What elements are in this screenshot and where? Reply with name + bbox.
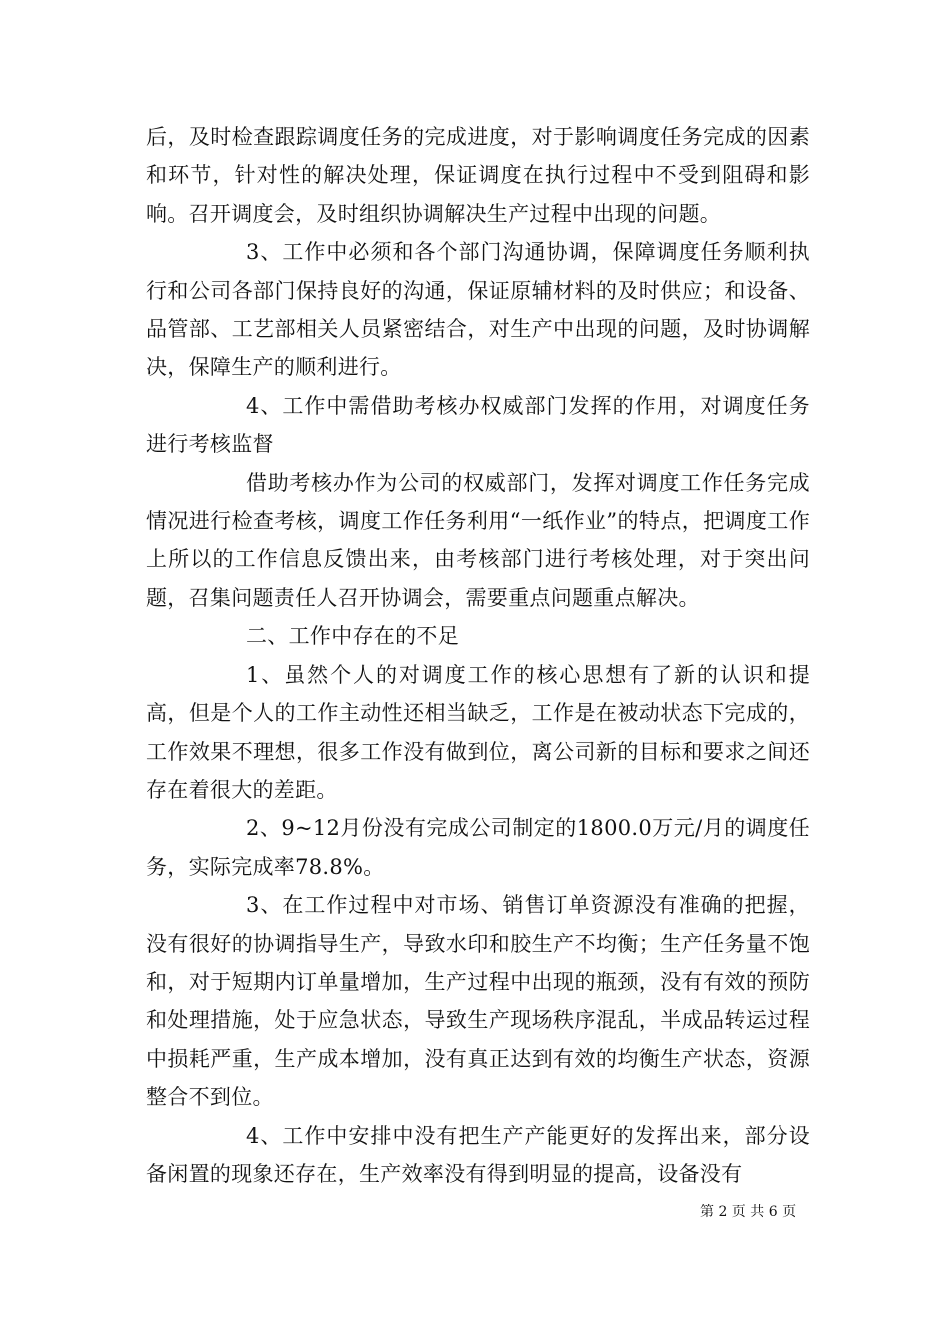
paragraph-shortcoming-3: 3、在工作过程中对市场、销售订单资源没有准确的把握，没有很好的协调指导生产，导致水印和胶生产不均衡；生产任务量不饱和，对于短期内订单量增加，生产过程中出现的瓶颈，没有有效的预防和处理措施，处于应急状态，导致生产现场秩序混乱，半成品转运过程中损耗严重，生产成本增加，没有真正达到有效的均衡生产状态，资源整合不到位。 (146, 893, 810, 1110)
paragraph-shortcoming-4: 4、工作中安排中没有把生产产能更好的发挥出来，部分设备闲置的现象还存在，生产效率没有得到明显的提高，设备没有 (146, 1123, 810, 1186)
document-body (146, 118, 810, 1193)
paragraph-continuation: 后，及时检查跟踪调度任务的完成进度，对于影响调度任务完成的因素和环节，针对性的解决处理，保证调度在执行过程中不受到阻碍和影响。召开调度会，及时组织协调解决生产过程中出现的问题。 (146, 125, 810, 226)
section-heading-shortcomings: 二、工作中存在的不足 (246, 624, 459, 649)
paragraph-assessment: 借助考核办作为公司的权威部门，发挥对调度工作任务完成情况进行检查考核，调度工作任务利用“一纸作业”的特点，把调度工作上所以的工作信息反馈出来，由考核部门进行考核处理，对于突出问题，召集问题责任人召开协调会，需要重点问题重点解决。 (146, 470, 810, 610)
paragraph-item-3: 3、工作中必须和各个部门沟通协调，保障调度任务顺利执行和公司各部门保持良好的沟通，保证原辅材料的及时供应；和设备、品管部、工艺部相关人员紧密结合，对生产中出现的问题，及时协调解决，保障生产的顺利进行。 (146, 240, 810, 380)
paragraph-shortcoming-1: 1、虽然个人的对调度工作的核心思想有了新的认识和提高，但是个人的工作主动性还相当缺乏，工作是在被动状态下完成的，工作效果不理想，很多工作没有做到位，离公司新的目标和要求之间还存在着很大的差距。 (146, 662, 810, 802)
paragraph-shortcoming-2: 2、9~12月份没有完成公司制定的1800.0万元/月的调度任务，实际完成率78.8%。 (146, 816, 810, 879)
page-number-footer: 第 2 页 共 6 页 (700, 1204, 797, 1220)
paragraph-item-4: 4、工作中需借助考核办权威部门发挥的作用，对调度任务进行考核监督 (146, 393, 810, 457)
